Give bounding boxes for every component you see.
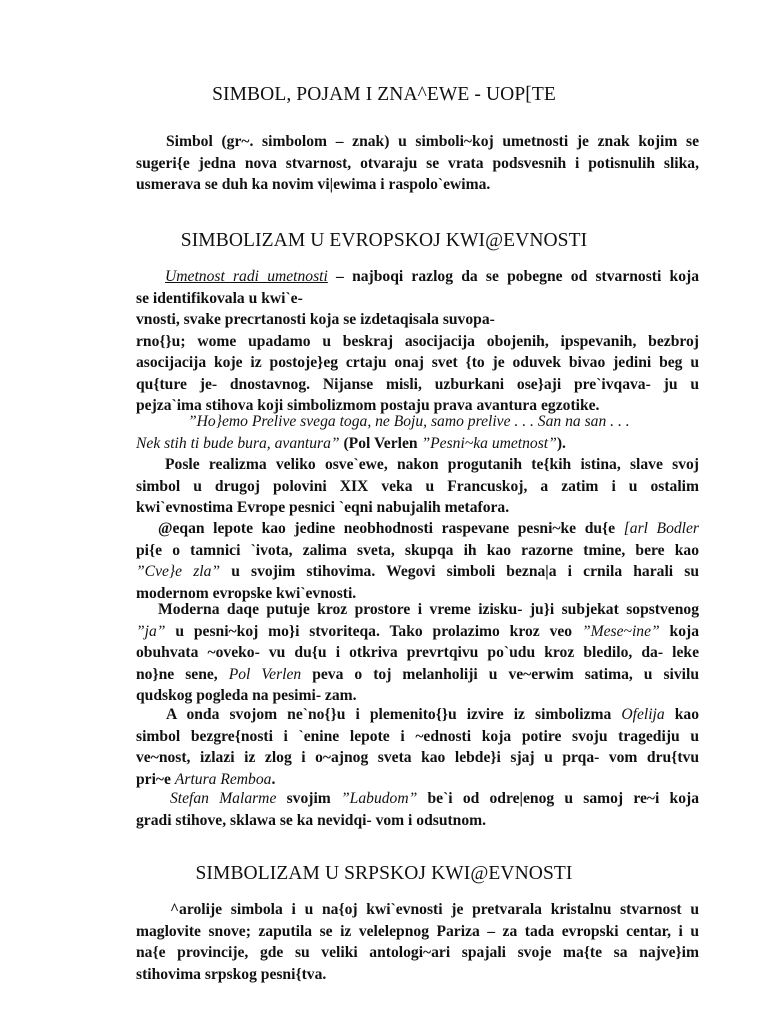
paragraph-symbol-definition xyxy=(136,131,699,196)
text-line: obuhvata ~oveko- vu du{u i otkriva prevrtqivu po`udu kroz bledilo, da- leke xyxy=(136,644,699,661)
text-line: qudskog pogleda na pesimi- zam. xyxy=(136,687,357,704)
text-line: se identifikovala u kwi`e- xyxy=(136,289,303,307)
text-line: no}ne sene, Pol Verlen peva o toj melanholiji u ve~erwim satima, u sivilu xyxy=(136,665,699,683)
heading-european-symbolism: SIMBOLIZAM U EVROPSKOJ KWI@EVNOSTI xyxy=(180,230,588,251)
text-line: gradi stihove, sklawa se ka nevidqi- vom i odsutnom. xyxy=(136,811,487,829)
text-line: ”ja” u pesni~koj mo}i stvoriteqa. Tako prolazimo kroz veo ”Mese~ine” koja xyxy=(136,622,700,640)
text-line: sugeri{e jedna nova stvarnost, otvaraju se vrata podsvesnih i potisnulih slika, xyxy=(136,154,699,172)
text-line: @eqan lepote kao jedine neobhodnosti raspevane pesni~ke du{e [arl Bodler xyxy=(158,520,699,537)
text-line: ve~nost, izlazi iz zlog i o~ajnog sveta kao lebde}i sjaj u prqa- vom dru{tvu xyxy=(136,749,699,766)
text-line: pejza`ima stihova koji simbolizmom postaju prava avantura egzotike. xyxy=(136,397,600,414)
text-line: Nek stih ti bude bura, avantura” (Pol Verlen ”Pesni~ka umetnost”). xyxy=(136,434,566,452)
quote-verlaine xyxy=(136,411,699,454)
text-line: ”Ho}emo Prelive svega toga, ne Boju, samo prelive . . . San na san . . . xyxy=(188,413,630,430)
text-line: vnosti, svake precrtanosti koja se izdetaqisala suvopa- xyxy=(136,311,495,328)
text-line: usmerava se duh ka novim vi|ewima i raspolo`ewima. xyxy=(136,176,491,193)
text-line: na{e provincije, gde su veliki antologi~ari spajali svoje ma{te sa najve}im xyxy=(136,944,699,961)
term-art-for-art: Umetnost radi umetnosti xyxy=(165,268,328,285)
text-line: kwi`evnostima Evrope pesnici `eqni nabujalih metafora. xyxy=(136,499,510,516)
text-line: pri~e Artura Remboa. xyxy=(136,770,276,788)
paragraph-baudelaire xyxy=(136,518,699,604)
text-line: rno{}u; wome upadamo u beskraj asocijacija obojenih, ipspevanih, bezbroj xyxy=(136,332,699,350)
paragraph-modernism xyxy=(136,599,699,707)
text-line: Posle realizma veliko osve`ewe, nakon progutanih te{kih istina, slave svoj xyxy=(165,456,699,473)
text-line: ”Cve}e zla” u svojim stihovima. Wegovi simboli bezna|a i crnila harali su xyxy=(136,563,700,580)
text-line: simbol bezgre{nosti i `enine lepote i ~ednosti koja potire svoju tragediju u xyxy=(136,727,699,745)
heading-serbian-symbolism: SIMBOLIZAM U SRPSKOJ KWI@EVNOSTI xyxy=(195,863,573,884)
text-line: modernom evropske kwi`evnosti. xyxy=(136,584,357,602)
author-baudelaire: [arl Bodler xyxy=(623,520,699,537)
text-line: Simbol (gr~. simbolom – znak) u simboli~koj umetnosti je znak kojim se xyxy=(166,133,699,150)
text-line: qu{ture je- dnostavnog. Nijanse misli, uzburkani ose}aji pre`ivqava- ju u xyxy=(136,375,699,393)
text-line: ^arolije simbola i u na{oj kwi`evnosti je pretvarala kristalnu stvarnost u xyxy=(170,901,699,918)
text-line: simbol u drugoj polovini XIX veka u Francuskoj, a zatim i u ostalim xyxy=(136,477,699,495)
author-mallarme: Stefan Malarme xyxy=(170,790,277,807)
text-line: maglovite snove; zaputila se iz velelepnog Pariza – za tada evropski centar, i u xyxy=(136,922,699,940)
paragraph-art-for-art xyxy=(136,266,699,417)
heading-symbol-concept: SIMBOL, POJAM I ZNA^EWE - UOP[TE xyxy=(212,84,556,105)
author-verlaine: Pol Verlen xyxy=(228,665,302,683)
text-line: asocijacija koje iz postoje}eg crtaju onaj svet {to je oduvek bivao jedini beg u xyxy=(136,354,699,371)
text-line: stihovima srpskog pesni{tva. xyxy=(136,965,327,983)
paragraph-mallarme xyxy=(136,788,699,831)
paragraph-ophelia xyxy=(136,704,699,790)
text-line: pi{e o tamnici `ivota, zalima sveta, skupqa ih kao razorne tmine, bere kao xyxy=(136,541,699,559)
paragraph-serbian-symbolism xyxy=(136,899,699,985)
text-line: Stefan Malarme svojim ”Labudom” be`i od odre|enog u samoj re~i koja xyxy=(170,790,700,807)
text-line: A onda svojom ne`no{}u i plemenito{}u izvire iz simbolizma Ofelija kao xyxy=(166,706,700,723)
text-line: Umetnost radi umetnosti – najboqi razlog da se pobegne od stvarnosti koja xyxy=(165,268,699,285)
author-rimbaud: Artura Remboa xyxy=(174,770,272,788)
text-line: Moderna daqe putuje kroz prostore i vreme izisku- ju}i subjekat sopstvenog xyxy=(158,601,699,618)
title-ophelia: Ofelija xyxy=(621,706,665,723)
paragraph-after-realism xyxy=(136,454,699,519)
